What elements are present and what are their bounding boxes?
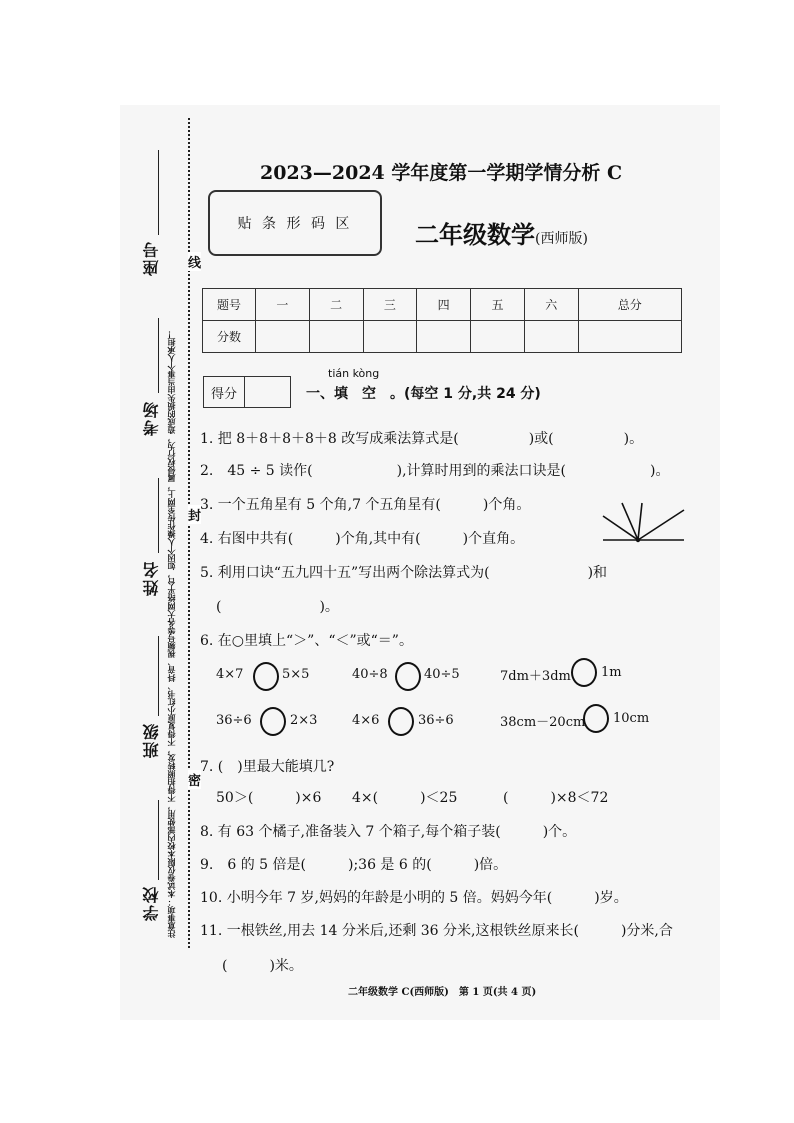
question-8: 8. 有 63 个橘子,准备装入 7 个箱子,每个箱子装( )个。 xyxy=(200,824,577,840)
score-cell[interactable] xyxy=(417,321,471,353)
section-score-input[interactable] xyxy=(245,377,290,407)
name-label: 姓名 xyxy=(142,560,161,596)
name-line xyxy=(158,478,159,553)
score-header-cell: 六 xyxy=(524,289,578,321)
comparison-right: 10cm xyxy=(613,711,650,726)
comparison-left: 38cm－20cm xyxy=(500,715,586,730)
score-cell[interactable] xyxy=(471,321,525,353)
comparison-left: 4×7 xyxy=(216,667,244,682)
subject-title xyxy=(415,215,588,250)
school-line xyxy=(158,800,159,880)
section-pinyin: tián kòng xyxy=(328,367,380,380)
score-cell[interactable] xyxy=(363,321,417,353)
comparison-circle[interactable] xyxy=(571,658,597,687)
section-heading: 一、填 空 。(每空 1 分,共 24 分) xyxy=(306,386,541,402)
page-footer: 二年级数学 C(西师版) 第 1 页(共 4 页) xyxy=(348,987,537,998)
comparison-right: 5×5 xyxy=(282,667,310,682)
score-header-cell: 四 xyxy=(417,289,471,321)
score-row-label: 分数 xyxy=(203,321,256,353)
comparison-left: 7dm＋3dm xyxy=(500,669,571,684)
school-label: 学校 xyxy=(142,885,161,921)
score-header-cell: 一 xyxy=(256,289,310,321)
edition-label: (西师版) xyxy=(535,231,588,247)
question-5-continued: ( )。 xyxy=(216,599,339,615)
angle-figure xyxy=(600,500,686,548)
exam-title: 2023—2024 学年度第一学期学情分析 C xyxy=(260,162,623,184)
comparison-right: 36÷6 xyxy=(418,713,454,728)
score-table-score-row xyxy=(203,321,682,353)
question-7-item: ( )×8＜72 xyxy=(503,790,609,806)
barcode-area: 贴 条 形 码 区 xyxy=(208,190,382,256)
score-cell[interactable] xyxy=(309,321,363,353)
section-score-box xyxy=(203,376,291,408)
comparison-left: 4×6 xyxy=(352,713,380,728)
score-header-cell: 总分 xyxy=(578,289,681,321)
class-label: 班级 xyxy=(142,722,161,758)
comparison-left: 36÷6 xyxy=(216,713,252,728)
exam-room-line xyxy=(158,318,159,393)
score-header-cell: 题号 xyxy=(203,289,256,321)
question-7: 7. ( )里最大能填几? xyxy=(200,759,335,775)
question-4: 4. 右图中共有( )个角,其中有( )个直角。 xyxy=(200,531,525,547)
comparison-left: 40÷8 xyxy=(352,667,388,682)
score-header-cell: 二 xyxy=(309,289,363,321)
question-6: 6. 在○里填上“＞”、“＜”或“＝”。 xyxy=(200,633,413,649)
comparison-circle[interactable] xyxy=(388,707,414,736)
comparison-right: 40÷5 xyxy=(424,667,460,682)
seat-number-line xyxy=(158,150,159,235)
comparison-circle[interactable] xyxy=(260,707,286,736)
score-cell[interactable] xyxy=(578,321,681,353)
section-score-label: 得分 xyxy=(204,377,245,407)
score-table xyxy=(202,288,682,353)
comparison-circle[interactable] xyxy=(253,662,279,691)
binding-dotted-line xyxy=(188,118,190,948)
score-header-cell: 五 xyxy=(471,289,525,321)
class-line xyxy=(158,636,159,716)
comparison-circle[interactable] xyxy=(395,662,421,691)
question-3: 3. 一个五角星有 5 个角,7 个五角星有( )个角。 xyxy=(200,497,531,513)
comparison-right: 1m xyxy=(601,665,622,680)
exam-notice: 注意事项：本试卷仅限本校内部使用，不得拍照转发，不得复原小红书、抖音、视频号等各大网络平台，如因个人操作传至网上，属侵权行为，造成的损失由当事个人承担！ xyxy=(166,330,176,938)
line-marker: 线 xyxy=(188,252,201,271)
seal-marker: 封 xyxy=(188,505,201,524)
score-table-header-row xyxy=(203,289,682,321)
question-1: 1. 把 8＋8＋8＋8＋8 改写成乘法算式是( )或( )。 xyxy=(200,431,644,447)
exam-room-label: 考场 xyxy=(142,400,161,436)
comparison-right: 2×3 xyxy=(290,713,318,728)
question-11-continued: ( )米。 xyxy=(222,958,303,974)
comparison-circle[interactable] xyxy=(583,704,609,733)
question-2: 2. 45 ÷ 5 读作( ),计算时用到的乘法口诀是( )。 xyxy=(200,463,670,479)
secret-marker: 密 xyxy=(188,770,201,789)
question-5: 5. 利用口诀“五九四十五”写出两个除法算式为( )和 xyxy=(200,565,608,581)
score-cell[interactable] xyxy=(256,321,310,353)
question-9: 9. 6 的 5 倍是( );36 是 6 的( )倍。 xyxy=(200,857,508,873)
question-7-item: 50＞( )×6 xyxy=(216,790,322,806)
subject-name: 二年级数学 xyxy=(415,221,535,249)
score-cell[interactable] xyxy=(524,321,578,353)
question-7-item: 4×( )＜25 xyxy=(352,790,458,806)
question-11: 11. 一根铁丝,用去 14 分米后,还剩 36 分米,这根铁丝原来长( )分米,合 xyxy=(200,923,673,939)
score-header-cell: 三 xyxy=(363,289,417,321)
question-10: 10. 小明今年 7 岁,妈妈的年龄是小明的 5 倍。妈妈今年( )岁。 xyxy=(200,890,628,906)
seat-number-label: 座号 xyxy=(142,240,161,276)
